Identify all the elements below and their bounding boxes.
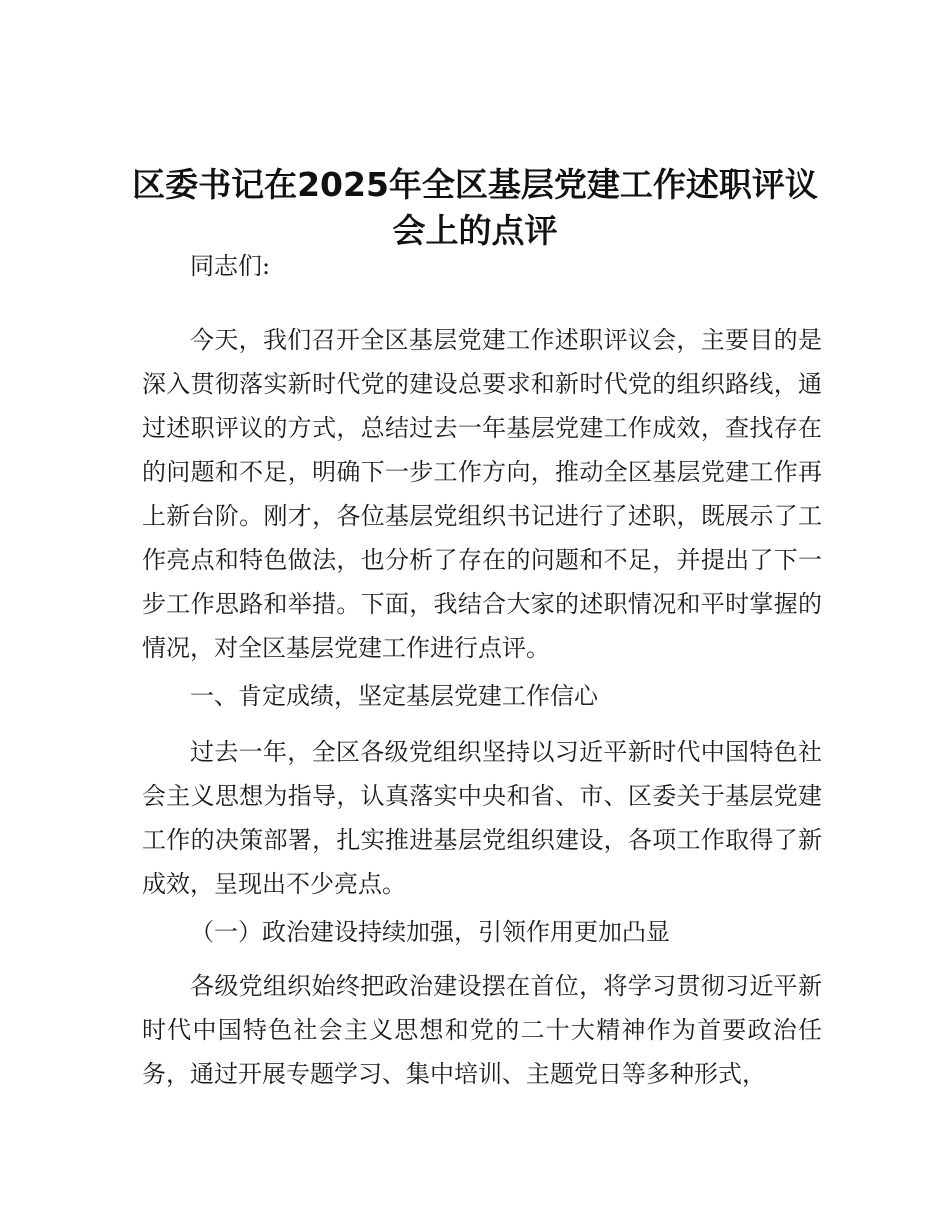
salutation: 同志们:	[190, 252, 271, 280]
paragraph-achievements: 过去一年，全区各级党组织坚持以习近平新时代中国特色社会主义思想为指导，认真落实中央和省、市、区委关于基层党建工作的决策部署，扎实推进基层党组织建设，各项工作取得了新成效，呈现出不少亮点。	[142, 738, 822, 898]
document-title-line1: 区委书记在2025年全区基层党建工作述职评议	[132, 165, 818, 204]
subsection-heading-1: （一）政治建设持续加强，引领作用更加凸显	[190, 918, 670, 946]
paragraph-intro: 今天，我们召开全区基层党建工作述职评议会，主要目的是深入贯彻落实新时代党的建设总要求和新时代党的组织路线，通过述职评议的方式，总结过去一年基层党建工作成效，查找存在的问题和不足，明确下一步工作方向，推动全区基层党建工作再上新台阶。刚才，各位基层党组织书记进行了述职，既展示了工作亮点和特色做法，也分析了存在的问题和不足，并提出了下一步工作思路和举措。下面，我结合大家的述职情况和平时掌握的情况，对全区基层党建工作进行点评。	[142, 326, 822, 662]
document-title-line2: 会上的点评	[392, 211, 558, 250]
paragraph-political-building: 各级党组织始终把政治建设摆在首位，将学习贯彻习近平新时代中国特色社会主义思想和党的二十大精神作为首要政治任务，通过开展专题学习、集中培训、主题党日等多种形式，	[142, 972, 822, 1088]
section-heading-1: 一、肯定成绩，坚定基层党建工作信心	[190, 682, 598, 710]
